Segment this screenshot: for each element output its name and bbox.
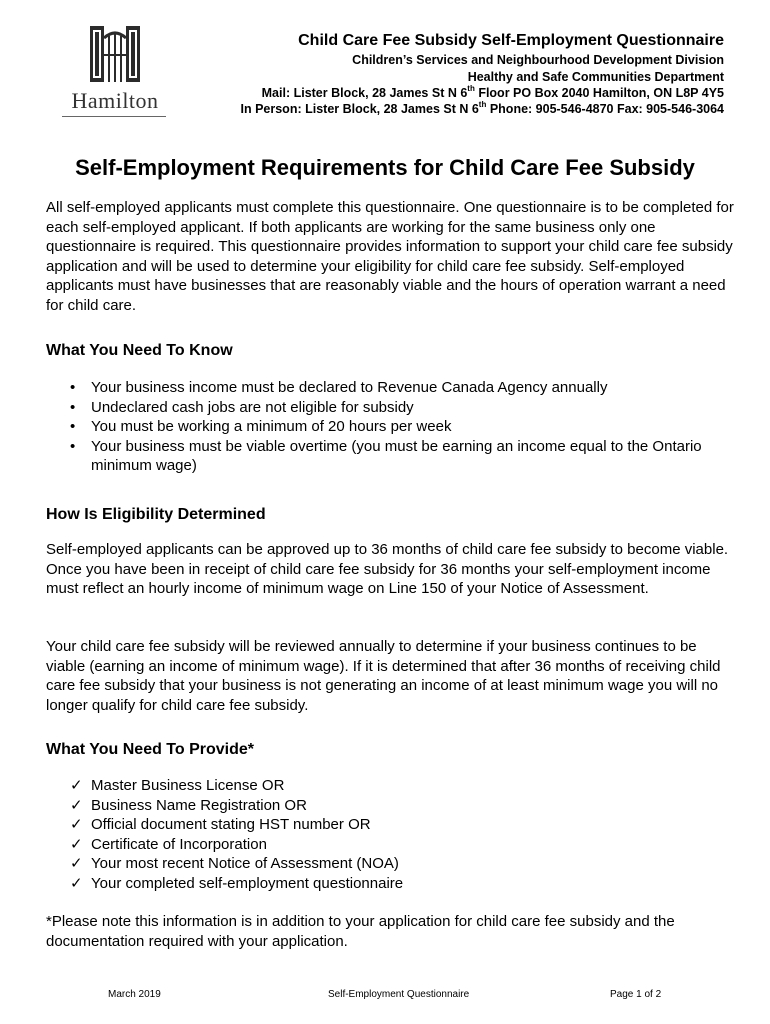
- list-item-text: Your most recent Notice of Assessment (NOA): [91, 855, 399, 873]
- checkmark-icon: ✓: [70, 816, 83, 834]
- list-item-text: Certificate of Incorporation: [91, 835, 267, 853]
- list-item: [70, 398, 730, 418]
- checkmark-icon: ✓: [70, 874, 83, 892]
- list-item-text: Your business must be viable overtime (you must be earning an income equal to the Ontario minimum wage): [91, 437, 702, 475]
- list-item: [70, 835, 730, 855]
- eligibility-paragraph-1: Self-employed applicants can be approved up to 36 months of child care fee subsidy to become viable. Once you have been in receipt of child care fee subsidy for 36 months your self-employment income must reflect an hourly income of minimum wage on Line 150 of your Notice of Assessment.: [46, 541, 729, 598]
- list-item: [70, 815, 730, 835]
- know-list: [70, 378, 730, 476]
- list-item-text: You must be working a minimum of 20 hours per week: [91, 418, 452, 436]
- in-person-sup: th: [478, 99, 487, 109]
- list-item-text: Your completed self-employment questionnaire: [91, 874, 404, 892]
- in-person-address: [240, 99, 725, 116]
- in-person-prefix: In Person: Lister Block, 28 James St N 6: [240, 102, 479, 116]
- mail-address-suffix: Floor PO Box 2040 Hamilton, ON L8P 4Y5: [474, 86, 724, 100]
- footer-date: March 2019: [108, 989, 161, 1000]
- footer-page-number: Page 1 of 2: [610, 989, 662, 1000]
- department-name: Healthy and Safe Communities Department: [467, 70, 724, 84]
- list-item-text: Master Business License OR: [91, 777, 285, 794]
- page-title: Self-Employment Requirements for Child Care Fee Subsidy: [75, 155, 695, 180]
- know-heading: What You Need To Know: [46, 342, 233, 359]
- list-item-text: Official document stating HST number OR: [91, 816, 371, 834]
- list-item-text: Business Name Registration OR: [91, 796, 307, 814]
- mail-address-prefix: Mail: Lister Block, 28 James St N 6: [261, 86, 468, 100]
- provide-list: [70, 776, 730, 894]
- list-item: [70, 417, 730, 437]
- mail-address: [261, 83, 724, 100]
- bullet-icon: •: [70, 398, 76, 416]
- mail-address-sup: th: [467, 83, 475, 93]
- footer-form-name: Self-Employment Questionnaire: [328, 989, 470, 1000]
- hamilton-logo: [60, 24, 170, 116]
- list-item-text: Undeclared cash jobs are not eligible for subsidy: [91, 398, 414, 416]
- list-item: [70, 796, 730, 816]
- logo-rule: [62, 116, 166, 117]
- logo-wordmark: Hamilton: [71, 88, 159, 113]
- division-name: Children’s Services and Neighbourhood Development Division: [352, 53, 724, 67]
- checkmark-icon: ✓: [70, 835, 83, 853]
- provide-heading: What You Need To Provide*: [46, 741, 255, 758]
- form-title: Child Care Fee Subsidy Self-Employment Questionnaire: [298, 32, 724, 49]
- eligibility-heading: How Is Eligibility Determined: [46, 506, 266, 523]
- hamilton-crest-icon: [84, 24, 146, 84]
- list-item: [70, 854, 730, 874]
- eligibility-paragraph-2: Your child care fee subsidy will be reviewed annually to determine if your business continues to be viable (earning an income of minimum wage). If it is determined that after 36 months of receiving child care fee subsidy that your business is not generating an income of at least minimum wage you will no longer qualify for child care fee subsidy.: [46, 638, 721, 714]
- list-item-text: Your business income must be declared to Revenue Canada Agency annually: [91, 379, 608, 396]
- in-person-suffix: Phone: 905-546-4870 Fax: 905-546-3064: [486, 102, 724, 116]
- checkmark-icon: ✓: [70, 855, 83, 873]
- checkmark-icon: ✓: [70, 777, 83, 794]
- bullet-icon: •: [70, 437, 76, 455]
- list-item: [70, 776, 730, 796]
- intro-paragraph: All self-employed applicants must complete this questionnaire. One questionnaire is to be completed for each self-employed applicant. If both applicants are working for the same business only one questionnaire is required. This questionnaire provides information to support your child care fee subsidy application and will be used to determine your eligibility for child care fee subsidy. Self-employed applicants must have businesses that are reasonably viable and the hours of operation warrant a need for child care.: [46, 199, 734, 314]
- list-item: [70, 378, 730, 398]
- list-item: [70, 874, 730, 894]
- bullet-icon: •: [70, 379, 76, 396]
- note-paragraph: *Please note this information is in addition to your application for child care fee subsidy and the documentation required with your application.: [46, 913, 675, 950]
- checkmark-icon: ✓: [70, 796, 83, 814]
- list-item: [70, 437, 730, 476]
- bullet-icon: •: [70, 418, 76, 436]
